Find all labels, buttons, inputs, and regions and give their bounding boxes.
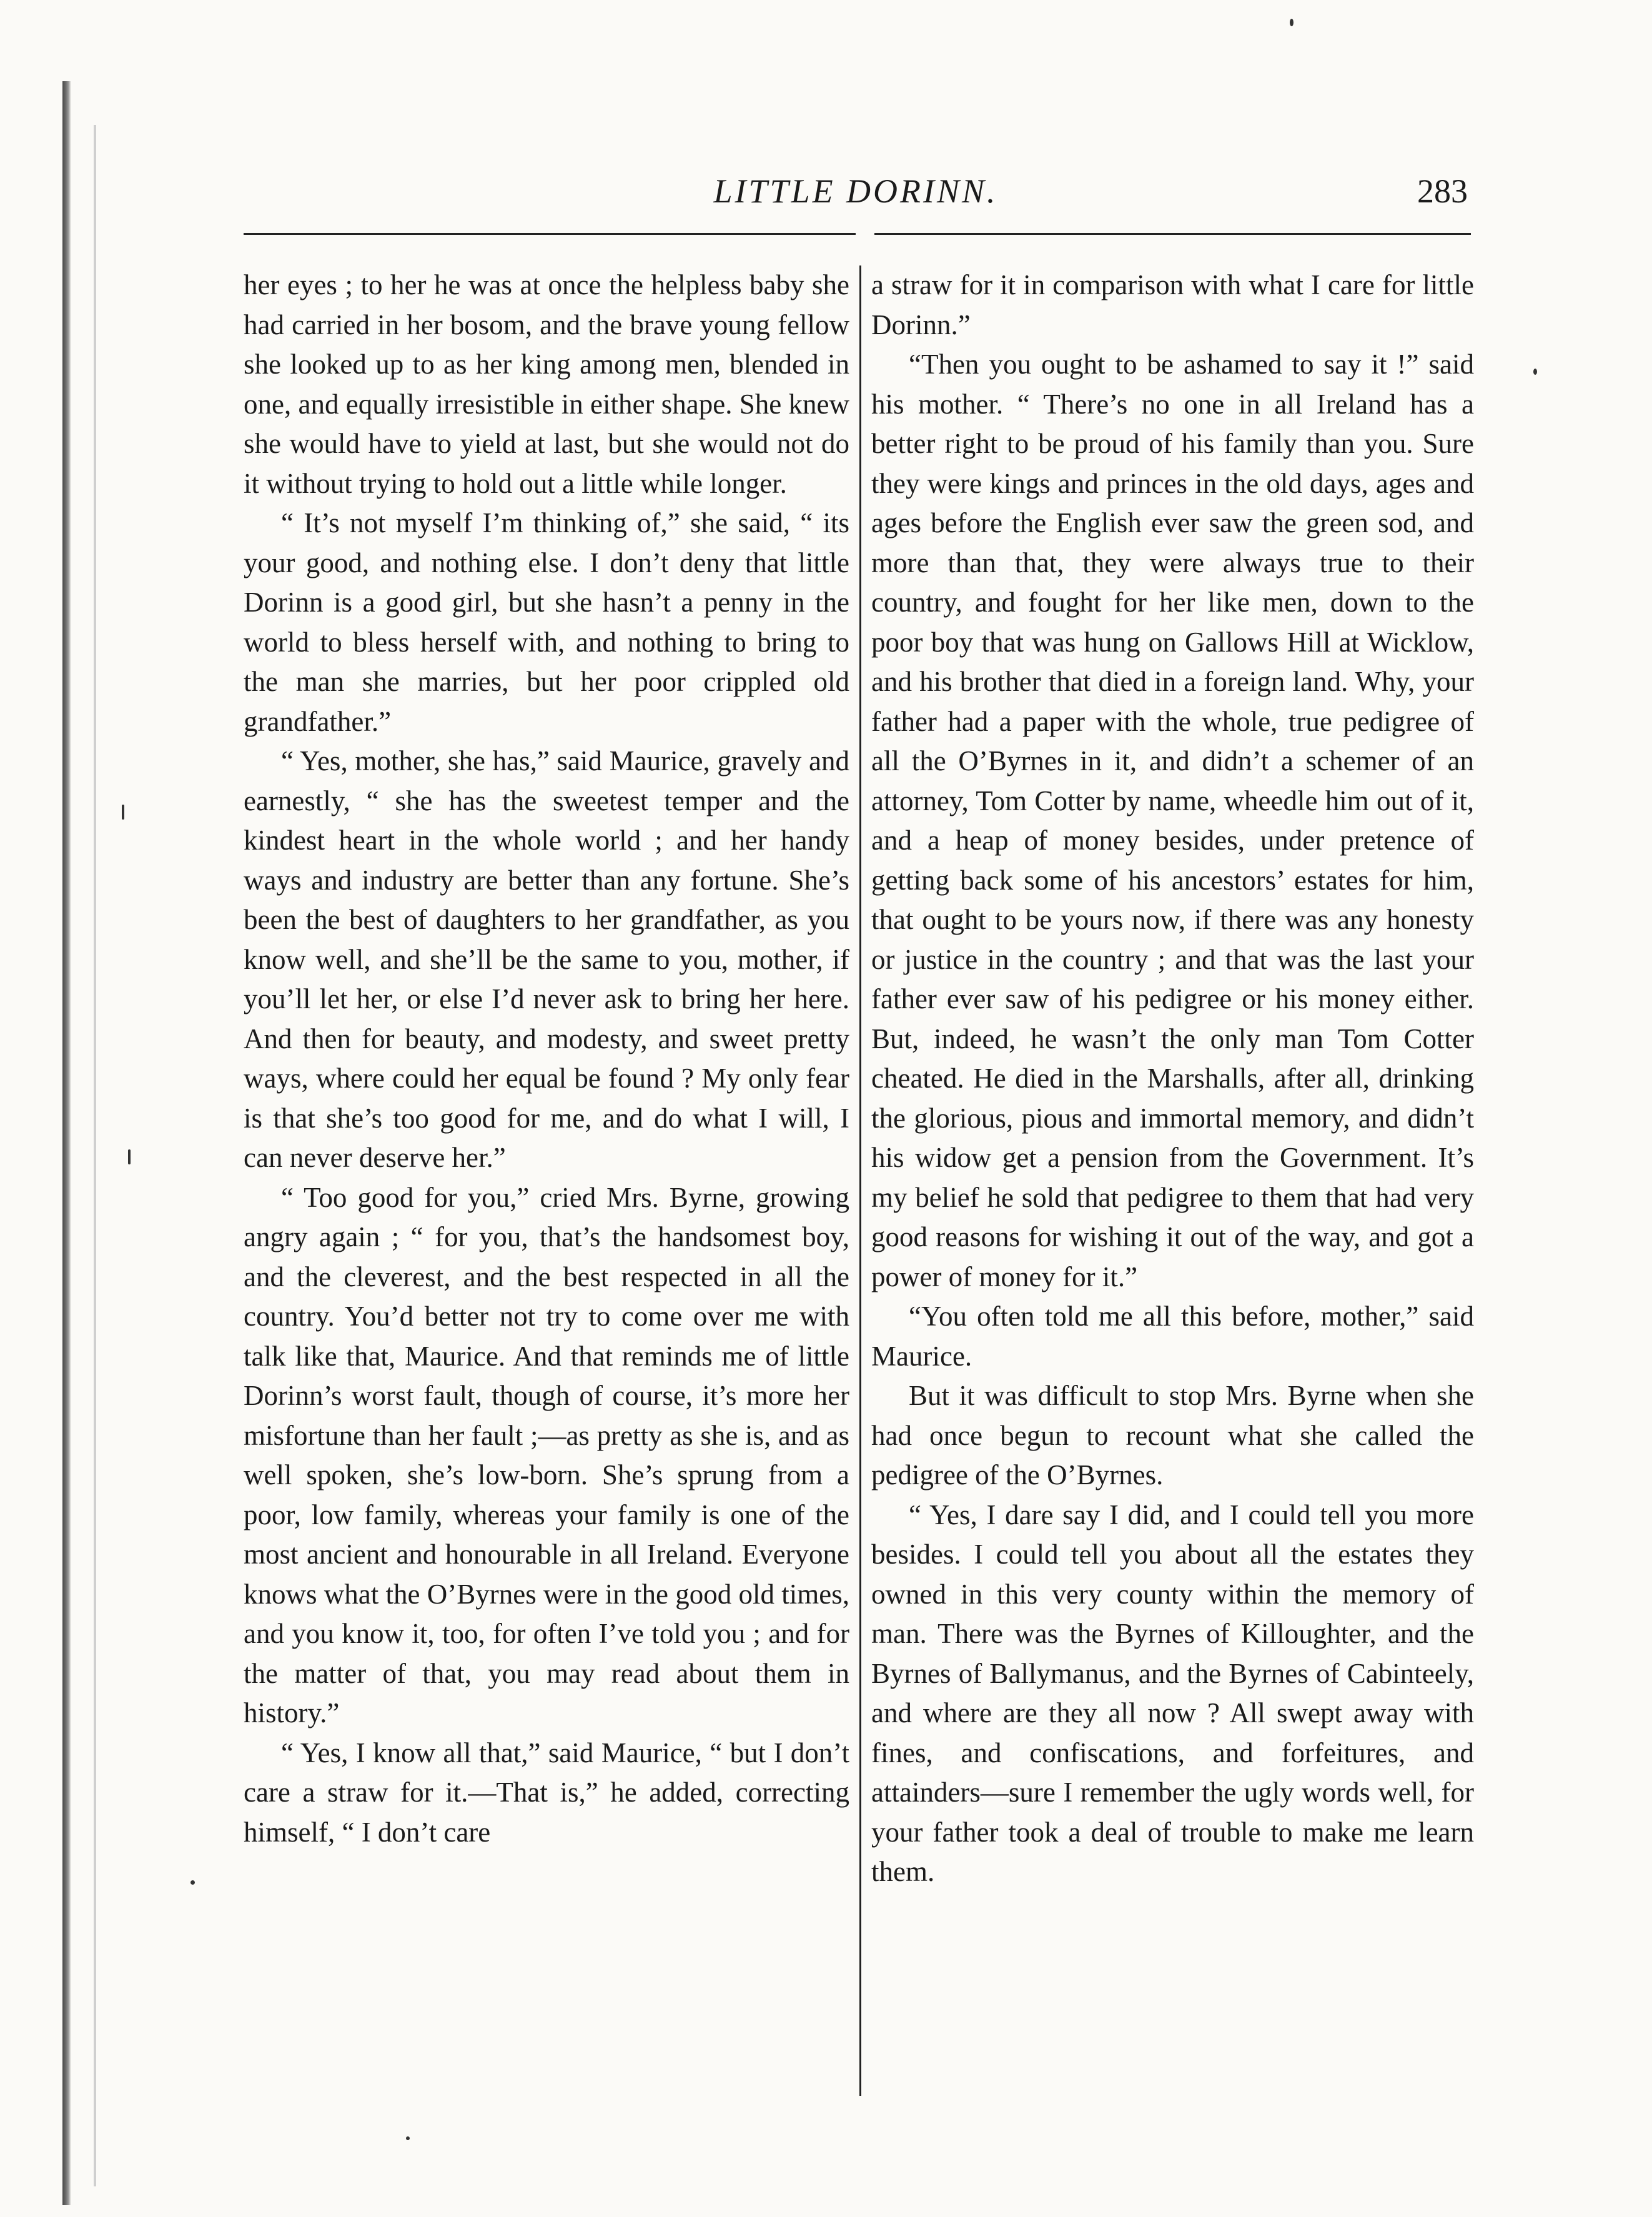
ink-speck [190,1880,195,1885]
header-rule-left [244,233,856,235]
paragraph: “You often told me all this before, mother,” said Maurice. [871,1301,1474,1372]
paragraph: her eyes ; to her he was at once the helpless baby she had carried in her bosom, and the brave young fellow she looked up to as her king among men, blended in one, and equally irresistible in either shape. She knew she would have to yield at last, but she would not do it without trying to hold out a little while longer. [244,269,849,499]
page-header [244,172,1468,222]
paragraph: “ Yes, I dare say I did, and I could tell you more besides. I could tell you about all the estates they owned in this very county within the memory of man. There was the Byrnes of Killoughter, and the Byrnes of Ballymanus, and the Byrnes of Cabinteely, and where are they all now ? All swept away with fines, and confiscations, and forfeitures, and attainders—sure I remember the ugly words well, for your father took a deal of trouble to make me learn them. [871,1499,1474,1887]
page-number: 283 [1417,172,1468,210]
ink-speck [128,1149,131,1164]
paragraph: “ Yes, I know all that,” said Maurice, “ but I don’t care a straw for it.—That is,” he added, correcting himself, “ I don’t care [244,1737,849,1848]
binding-shadow [94,125,96,2186]
right-column [871,265,1474,1892]
paragraph: But it was difficult to stop Mrs. Byrne when she had once begun to recount what she called the pedigree of the O’Byrnes. [871,1380,1474,1490]
paragraph: “Then you ought to be ashamed to say it !” said his mother. “ There’s no one in all Ireland has a better right to be proud of his family than you. Sure they were kings and princes in the old days, ages and ages before the English ever saw the green sod, and more than that, they were always true to their country, and fought for her like men, down to the poor boy that was hung on Gallows Hill at Wicklow, and his brother that died in a foreign land. Why, your father had a paper with the whole, true pedigree of all the O’Byrnes in it, and didn’t a schemer of an attorney, Tom Cotter by name, wheedle him out of it, and a heap of money besides, under pretence of getting back some of his ancestors’ estates for him, that ought to be yours now, if there was any honesty or justice in the country ; and that was the last your father ever saw of his pedigree or his money either. But, indeed, he wasn’t the only man Tom Cotter cheated. He died in the Marshalls, after all, drinking the glorious, pious and immortal memory, and didn’t his widow get a pension from the Government. It’s my belief he sold that pedigree to them that had very good reasons for wishing it out of the way, and got a power of money for it.” [871,349,1474,1292]
header-rule-right [874,233,1471,235]
paragraph: “ Yes, mother, she has,” said Maurice, gravely and earnestly, “ she has the sweetest temper and the kindest heart in the whole world ; and her handy ways and industry are better than any fortune. She’s been the best of daughters to her grandfather, as you know well, and she’ll be the same to you, mother, if you’ll let her, or else I’d never ask to bring her here. And then for beauty, and modesty, and sweet pretty ways, where could her equal be found ? My only fear is that she’s too good for me, and do what I will, I can never deserve her.” [244,745,849,1173]
binding-edge [62,81,71,2205]
ink-speck [122,805,124,820]
ink-speck [1290,19,1293,26]
ink-speck [1533,369,1537,375]
paragraph: “ It’s not myself I’m thinking of,” she said, “ its your good, and nothing else. I don’t deny that little Dorinn is a good girl, but she hasn’t a penny in the world to bless herself with, and nothing to bring to the man she marries, but her poor crippled old grandfather.” [244,507,849,737]
column-divider [859,265,861,2096]
paragraph: a straw for it in comparison with what I care for little Dorinn.” [871,269,1474,340]
running-title: LITTLE DORINN. [713,172,998,210]
ink-speck [406,2136,410,2140]
paragraph: “ Too good for you,” cried Mrs. Byrne, growing angry again ; “ for you, that’s the handsomest boy, and the cleverest, and the best respected in all the country. You’d better not try to come over me with talk like that, Maurice. And that reminds me of little Dorinn’s worst fault, though of course, it’s more her misfortune than her fault ;—as pretty as she is, and as well spoken, she’s low-born. She’s sprung from a poor, low family, whereas your family is one of the most ancient and honourable in all Ireland. Everyone knows what the O’Byrnes were in the good old times, and you know it, too, for often I’ve told you ; and for the matter of that, you may read about them in history.” [244,1181,849,1728]
left-column [244,265,849,1852]
